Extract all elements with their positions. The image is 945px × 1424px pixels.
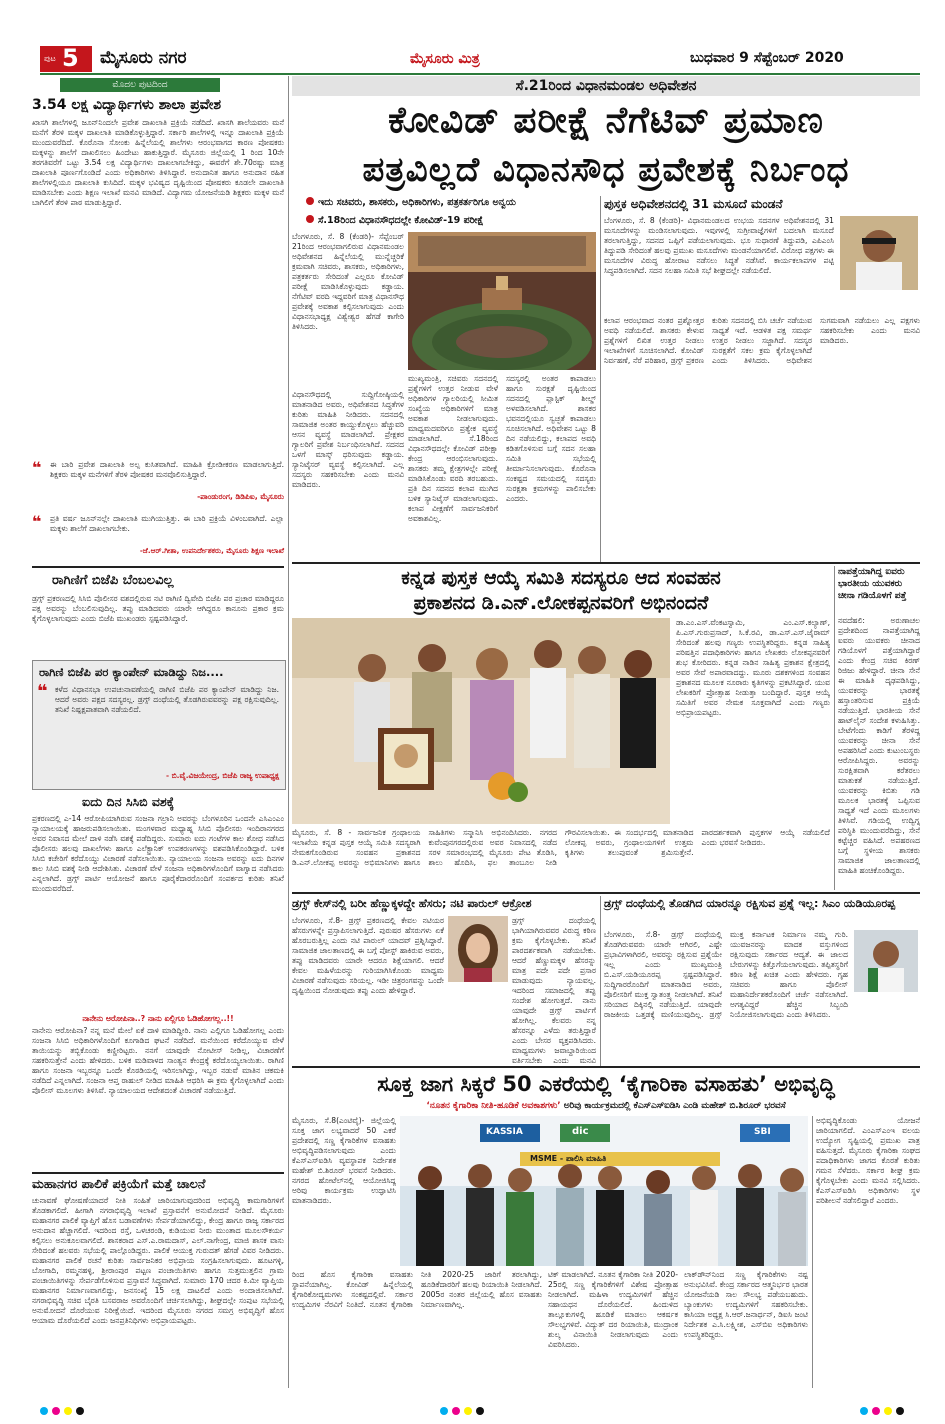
- lokesh-side: ಡಾ.ಎಂ.ಎಸ್.ವೆಂಕಟಸ್ವಾಮಿ, ಎಂ.ಎಸ್.ಕಲ್ಯಾಣ್, ಪಿ.ಎಸ್.ಗುರುಪ್ರಸಾದ್, ಸಿ.ಕೆ.ರವಿ, ಡಾ.ಎಸ್.ಎಸ್.ಜೈರಾಮ್ ಸೇರಿದಂತೆ ಹಲವು ಗಣ್ಯರು ಉಪಸ್ಥಿತರಿದ್ದರು. ಕನ್ನಡ ಸಾಹಿತ್ಯ ಪರಿಷತ್ತಿನ ಪದಾಧಿಕಾರಿಗಳು ಹಾಗೂ ಲೇಖಕರು ಲೋಕಪ್ಪನವರಿಗೆ ಶುಭ ಕೋರಿದರು. ಕನ್ನಡ ನಾಡಿನ ಸಾಹಿತ್ಯ ಪ್ರಕಾಶನ ಕ್ಷೇತ್ರದಲ್ಲಿ ಅವರ ಸೇವೆ ಅಪಾರವಾದದ್ದು. ಮೂರು ದಶಕಗಳಿಂದ ಸಂವಹನ ಪ್ರಕಾಶನದ ಮೂಲಕ ನೂರಾರು ಕೃತಿಗಳನ್ನು ಪ್ರಕಟಿಸಿದ್ದಾರೆ. ಯುವ ಲೇಖಕರಿಗೆ ಪ್ರೋತ್ಸಾಹ ನೀಡುತ್ತಾ ಬಂದಿದ್ದಾರೆ. ಪುಸ್ತಕ ಆಯ್ಕೆ ಸಮಿತಿಗೆ ಅವರ ನೇಮಕ ಸೂಕ್ತವಾಗಿದೆ ಎಂದು ಗಣ್ಯರು ಅಭಿಪ್ರಾಯಪಟ್ಟರು.: [676, 618, 830, 717]
- mid-rule-1: [292, 562, 920, 564]
- bullet-2: [306, 214, 596, 228]
- bjp-quote: ಕಳೆದ ವಿಧಾನಸಭಾ ಉಪಚುನಾವಣೆಯಲ್ಲಿ ರಾಗಿಣಿ ಬಿಜೆಪಿ ಪರ ಕ್ಯಾಂಪೇನ್ ಮಾಡಿದ್ದು ನಿಜ. ಆದರೆ ಅವರು ಪಕ್ಷದ ಸದಸ್ಯರಲ್ಲ. ಡ್ರಗ್ಸ್ ದಂಧೆಯಲ್ಲಿ ತೊಡಗಿರುವವರನ್ನು ಪಕ್ಷ ರಕ್ಷಿಸುವುದಿಲ್ಲ. ತನಿಖೆ ನಿಷ್ಪಕ್ಷಪಾತವಾಗಿ ನಡೆಯಲಿದೆ.: [55, 685, 279, 714]
- kiadb-c3: ಲಾಕ್‌ಡೌನ್‌ನಿಂದ ಸಣ್ಣ ಕೈಗಾರಿಕೆಗಳು ನಷ್ಟ ಅನುಭವಿಸಿವೆ. ಕೇಂದ್ರ ಸರ್ಕಾರದ ಆತ್ಮನಿರ್ಭರ ಭಾರತ ಯೋಜನೆಯಡಿ ಸಾಲ ಸೌಲಭ್ಯ ಪಡೆಯಬಹುದು. ಬ್ಯಾಂಕುಗಳು ಉದ್ಯಮಿಗಳಿಗೆ ಸಹಕರಿಸಬೇಕು. ಕಾಸಿಯಾ ಅಧ್ಯಕ್ಷ ಸಿ.ಆರ್.ಜನಾರ್ಧನ್, ಡಿಐಸಿ ಜಂಟಿ ನಿರ್ದೇಶಕ ಎ.ಸಿ.ಲಕ್ಷ್ಮೀಶ, ಎಸ್‌ಬಿಐ ಅಧಿಕಾರಿಗಳು ಉಪಸ್ಥಿತರಿದ್ದರು.: [684, 1270, 808, 1339]
- cm-story: [604, 896, 920, 1066]
- continued-tag: [60, 78, 220, 92]
- registration-marks-center: [440, 1400, 500, 1410]
- bjp-body: ಡ್ರಗ್ಸ್ ಪ್ರಕರಣದಲ್ಲಿ ಸಿಸಿಬಿ ಪೊಲೀಸರ ವಶದಲ್ಲಿರುವ ನಟಿ ರಾಗಿಣಿ ದ್ವಿವೇದಿ ಬಿಜೆಪಿ ಪರ ಪ್ರಚಾರ ಮಾಡಿದ್ದರೂ ಪಕ್ಷ ಅವರನ್ನು ಬೆಂಬಲಿಸುವುದಿಲ್ಲ. ತಪ್ಪು ಮಾಡಿದವರು ಯಾರೇ ಆಗಿದ್ದರೂ ಕಾನೂನು ಪ್ರಕಾರ ಕ್ರಮ ಕೈಗೊಳ್ಳಲಾಗುವುದು ಎಂದು ಬಿಜೆಪಿ ಮುಖಂಡರು ಸ್ಪಷ್ಟಪಡಿಸಿದ್ದಾರೆ.: [32, 594, 284, 623]
- main-bullets: [306, 196, 596, 236]
- parul-headline: ಡ್ರಗ್ಸ್ ಕೇಸ್‌ನಲ್ಲಿ ಬರೀ ಹೆಣ್ಣುಕ್ಕಳದ್ದೇ ಹೆಸರು; ನಟಿ ಪಾರುಲ್ ಆಕ್ರೋಶ: [292, 897, 532, 910]
- kiadb-left: ಮೈಸೂರು, ಸೆ.8(ಎಂಟಿವೈ)- ಜಿಲ್ಲೆಯಲ್ಲಿ ಸೂಕ್ತ ಜಾಗ ಲಭ್ಯವಾದರೆ 50 ಎಕರೆ ಪ್ರದೇಶದಲ್ಲಿ ಸಣ್ಣ ಕೈಗಾರಿಕೆಗಳ ವಸಾಹತು ಅಭಿವೃದ್ಧಿಪಡಿಸಲಾಗುವುದು ಎಂದು ಕೆಎಸ್‌ಎಸ್‌ಐಡಿಸಿ ವ್ಯವಸ್ಥಾಪಕ ನಿರ್ದೇಶಕ ಮಹೇಶ್ ಬಿ.ಶಿರೂರ್ ಭರವಸೆ ನೀಡಿದರು. ನಗರದ ಹೋಟೆಲ್‌ನಲ್ಲಿ ಆಯೋಜಿಸಿದ್ದ ಅರಿವು ಕಾರ್ಯಕ್ರಮ ಉದ್ಘಾಟಿಸಿ ಮಾತನಾಡಿದರು.: [292, 1116, 396, 1205]
- ccb-body2: ನಾನೇನು ಆರೋಪಿನಾ? ನನ್ನ ಮನೆ ಮೇಲೆ ಏಕೆ ದಾಳಿ ಮಾಡಿದ್ದೀರಿ. ನಾನು ಎಲ್ಲಿಗೂ ಓಡಿಹೋಗಲ್ಲ ಎಂದು ಸಂಜನಾ ಸಿಸಿಬಿ ಅಧಿಕಾರಿಗಳೊಂದಿಗೆ ಕೂಗಾಡಿದ ಘಟನೆ ನಡೆದಿದೆ. ಮನೆಯಿಂದ ಕರೆದೊಯ್ಯುವ ವೇಳೆ ತಾಯಿಯನ್ನು ತಬ್ಬಿಕೊಂಡು ಕಣ್ಣೀರಿಟ್ಟರು. ನನಗೆ ಯಾವುದೇ ನೋಟೀಸ್ ನೀಡಿಲ್ಲ, ವಿಚಾರಣೆಗೆ ಸಹಕರಿಸುತ್ತೇನೆ ಎಂದು ಹೇಳಿದರು. ಬಳಿಕ ಮಡಿವಾಳದ ಸಾಂತ್ವನ ಕೇಂದ್ರಕ್ಕೆ ಕರೆದೊಯ್ಯಲಾಯಿತು. ರಾಗಿಣಿ ಹಾಗೂ ಸಂಜನಾ ಇಬ್ಬರನ್ನೂ ಒಂದೇ ಕೊಠಡಿಯಲ್ಲಿ ಇರಿಸಲಾಗಿದ್ದು, ಇಬ್ಬರ ನಡುವೆ ಮಾತಿನ ಚಕಮಕಿ ನಡೆದಿದೆ ಎನ್ನಲಾಗಿದೆ. ಸಂಜನಾ ಆಪ್ತ ರಾಹುಲ್ ನೀಡಿದ ಮಾಹಿತಿ ಆಧರಿಸಿ ಈ ಕ್ರಮ ಕೈಗೊಳ್ಳಲಾಗಿದೆ ಎಂದು ಪೊಲೀಸ್ ಮೂಲಗಳು ತಿಳಿಸಿವೆ. ನ್ಯಾಯಾಲಯದ ಆದೇಶದಂತೆ ವಿಚಾರಣೆ ನಡೆಯುತ್ತಿದೆ.: [32, 1026, 284, 1095]
- column-divider: [288, 76, 289, 1388]
- china-body: ನವದೆಹಲಿ: ಅರುಣಾಚಲ ಪ್ರದೇಶದಿಂದ ನಾಪತ್ತೆಯಾಗಿದ್ದ ಐವರು ಯುವಕರು ಚೀನಾದ ಗಡಿಯೊಳಗೆ ಪತ್ತೆಯಾಗಿದ್ದಾರೆ ಎಂದು ಕೇಂದ್ರ ಸಚಿವ ಕಿರಣ್ ರಿಜಿಜು ಹೇಳಿದ್ದಾರೆ. ಚೀನಾ ಸೇನೆ ಈ ಮಾಹಿತಿ ದೃಢಪಡಿಸಿದ್ದು, ಯುವಕರನ್ನು ಭಾರತಕ್ಕೆ ಹಸ್ತಾಂತರಿಸುವ ಪ್ರಕ್ರಿಯೆ ನಡೆಯುತ್ತಿದೆ. ಭಾರತೀಯ ಸೇನೆ ಹಾಟ್‌ಲೈನ್ ಸಂದೇಶ ಕಳುಹಿಸಿತ್ತು. ಬೇಟೆಗೆಂದು ಕಾಡಿಗೆ ತೆರಳಿದ್ದ ಯುವಕರನ್ನು ಚೀನಾ ಸೇನೆ ಅಪಹರಿಸಿದೆ ಎಂದು ಕುಟುಂಬಸ್ಥರು ಆರೋಪಿಸಿದ್ದರು. ಅವರನ್ನು ಸುರಕ್ಷಿತವಾಗಿ ಕರೆತರಲು ಮಾತುಕತೆ ನಡೆಯುತ್ತಿದೆ. ಯುವಕರನ್ನು ಕಿಬಿತು ಗಡಿ ಮೂಲಕ ಭಾರತಕ್ಕೆ ಒಪ್ಪಿಸುವ ಸಾಧ್ಯತೆ ಇದೆ ಎಂದು ಮೂಲಗಳು ತಿಳಿಸಿವೆ. ಗಡಿಯಲ್ಲಿ ಉದ್ವಿಗ್ನ ಪರಿಸ್ಥಿತಿ ಮುಂದುವರೆದಿದ್ದು, ಸೇನೆ ಕಟ್ಟೆಚ್ಚರ ವಹಿಸಿದೆ. ಅಪಹರಣದ ಬಗ್ಗೆ ಸ್ಥಳೀಯ ಶಾಸಕರು ಸಾಮಾಜಿಕ ಜಾಲತಾಣದಲ್ಲಿ ಮಾಹಿತಿ ಹಂಚಿಕೊಂಡಿದ್ದರು.: [838, 616, 920, 875]
- mid-rule-2: [292, 892, 920, 894]
- session-headline: ಪುಸ್ತಕ ಅಧಿವೇಶನದಲ್ಲಿ 31 ಮಸೂದೆ ಮಂಡನೆ: [604, 197, 783, 211]
- china-divider: [834, 566, 835, 890]
- ccb-story: [32, 794, 284, 1170]
- registration-dot-icon: [40, 1407, 48, 1415]
- cm-portrait-image: [854, 930, 918, 992]
- quote2-attribution: -ಜೆ.ಆರ್.ಗೀತಾ, ಉಪನಿರ್ದೇಶಕರು, ಮೈಸೂರು ಶಿಕ್ಷಣ ಇಲಾಖೆ: [139, 546, 284, 555]
- banner-text: MSME - ಪಾಲಿಸಿ ಮಾಹಿತಿ: [530, 1154, 607, 1163]
- event-photo-image: [400, 1116, 808, 1266]
- registration-dot-icon: [452, 1407, 460, 1415]
- bullet-dot-icon: [306, 197, 314, 205]
- registration-marks-left: [40, 1400, 100, 1410]
- page-number: 5: [62, 44, 79, 72]
- quote2-text: ಪ್ರತಿ ವರ್ಷ ಜೂನ್‌ನಲ್ಲೇ ದಾಖಲಾತಿ ಮುಗಿಯುತ್ತಿತ್ತು. ಈ ಬಾರಿ ಪ್ರಕ್ರಿಯೆ ವಿಳಂಬವಾಗಿದೆ. ಎಲ್ಲಾ ಮಕ್ಕಳು ಶಾಲೆಗೆ ದಾಖಲಾಗಬೇಕು.: [50, 514, 284, 533]
- quote-mark-icon: ❝: [32, 512, 42, 531]
- parul-body: ಬೆಂಗಳೂರು, ಸೆ.8- ಡ್ರಗ್ಸ್ ಪ್ರಕರಣದಲ್ಲಿ ಕೇವಲ ನಟಿಯರ ಹೆಸರುಗಳನ್ನೇ ಪ್ರಸ್ತಾಪಿಸಲಾಗುತ್ತಿದೆ. ಪುರುಷರ ಹೆಸರುಗಳು ಏಕೆ ಹೊರಬರುತ್ತಿಲ್ಲ ಎಂದು ನಟಿ ಪಾರುಲ್ ಯಾದವ್ ಪ್ರಶ್ನಿಸಿದ್ದಾರೆ. ಸಾಮಾಜಿಕ ಜಾಲತಾಣದಲ್ಲಿ ಈ ಬಗ್ಗೆ ಪೋಸ್ಟ್ ಹಾಕಿರುವ ಅವರು, ತಪ್ಪು ಮಾಡಿದವರು ಯಾರೇ ಆದರೂ ಶಿಕ್ಷೆಯಾಗಲಿ. ಆದರೆ ಕೇವಲ ಮಹಿಳೆಯರನ್ನು ಗುರಿಯಾಗಿಸಿಕೊಂಡು ಮಾಧ್ಯಮ ವಿಚಾರಣೆ ನಡೆಸುವುದು ಸರಿಯಲ್ಲ. ಇಡೀ ಚಿತ್ರರಂಗವನ್ನು ಒಂದೇ ದೃಷ್ಟಿಯಿಂದ ನೋಡುವುದು ತಪ್ಪು ಎಂದು ಹೇಳಿದ್ದಾರೆ.: [292, 916, 444, 995]
- speaker-portrait: [840, 216, 918, 290]
- assembly-photo: [408, 232, 596, 370]
- registration-dot-icon: [884, 1407, 892, 1415]
- left-divider-2: [32, 1172, 284, 1174]
- banner-sbi: SBI: [754, 1127, 771, 1137]
- session-body: ಬೆಂಗಳೂರು, ಸೆ. 8 (ಕೆಂಡರಿ)- ವಿಧಾನಮಂಡಲದ ಉಭಯ ಸದನಗಳ ಅಧಿವೇಶನದಲ್ಲಿ 31 ಮಸೂದೆಗಳನ್ನು ಮಂಡಿಸಲಾಗುವುದು. ಇವುಗಳಲ್ಲಿ ಸುಗ್ರೀವಾಜ್ಞೆಗಳಿಗೆ ಬದಲಾಗಿ ಮಸೂದೆ ತರಲಾಗುತ್ತಿದ್ದು, ಸದನದ ಒಪ್ಪಿಗೆ ಪಡೆಯಲಾಗುವುದು. ಭೂ ಸುಧಾರಣೆ ತಿದ್ದುಪಡಿ, ಎಪಿಎಂಸಿ ತಿದ್ದುಪಡಿ ಸೇರಿದಂತೆ ಹಲವು ಪ್ರಮುಖ ಮಸೂದೆಗಳು ಮಂಡನೆಯಾಗಲಿವೆ. ವಿರೋಧ ಪಕ್ಷಗಳು ಈ ಮಸೂದೆಗಳ ವಿರುದ್ಧ ಹೋರಾಟ ನಡೆಸಲು ಸಿದ್ಧತೆ ನಡೆಸಿವೆ. ಕಾರ್ಯಕಲಾಪಗಳ ಪಟ್ಟಿ ಸಿದ್ಧಪಡಿಸಲಾಗಿದೆ. ಸದನ ಸಲಹಾ ಸಮಿತಿ ಸಭೆ ಶೀಘ್ರದಲ್ಲೇ ನಡೆಯಲಿದೆ.: [604, 216, 834, 275]
- main-col2: ಮುಖ್ಯಮಂತ್ರಿ, ಸಚಿವರು ಸದನದಲ್ಲಿ ಪ್ರಶ್ನೆಗಳಿಗೆ ಉತ್ತರ ನೀಡುವ ವೇಳೆ ಅಧಿಕಾರಿಗಳ ಗ್ಯಾಲರಿಯಲ್ಲಿ ಸೀಮಿತ ಸಂಖ್ಯೆಯ ಅಧಿಕಾರಿಗಳಿಗೆ ಮಾತ್ರ ಅವಕಾಶ ನೀಡಲಾಗುವುದು. ಮಾಧ್ಯಮದವರಿಗೂ ಪ್ರತ್ಯೇಕ ವ್ಯವಸ್ಥೆ ಮಾಡಲಾಗಿದೆ. ಸೆ.18ರಿಂದ ವಿಧಾನಸೌಧದಲ್ಲೇ ಕೋವಿಡ್ ಪರೀಕ್ಷಾ ಕೇಂದ್ರ ಆರಂಭಿಸಲಾಗುವುದು. ಶಾಸಕರು ತಮ್ಮ ಕ್ಷೇತ್ರಗಳಲ್ಲೇ ಪರೀಕ್ಷೆ ಮಾಡಿಸಿಕೊಂಡು ವರದಿ ತರಬಹುದು. ಪ್ರತಿ ದಿನ ಸದನದ ಕಲಾಪ ಮುಗಿದ ಬಳಿಕ ಸ್ಯಾನಿಟೈಸ್ ಮಾಡಲಾಗುವುದು. ಕಲಾಪ ವೀಕ್ಷಣೆಗೆ ಸಾರ್ವಜನಿಕರಿಗೆ ಅವಕಾಶವಿಲ್ಲ.: [408, 374, 498, 523]
- ccb-subhead: ನಾನೇನು ಅರೋಪಿನಾ..? ನಾನು ಏಲ್ಲಿಗೂ ಓಡಿಹೋಗಲ್ಲ..!!: [82, 1014, 234, 1023]
- palike-body: ಚುನಾವಣೆ ಘೋಷಣೆಯಾದರೆ ನೀತಿ ಸಂಹಿತೆ ಜಾರಿಯಾಗುವುದರಿಂದ ಅಭಿವೃದ್ಧಿ ಕಾಮಗಾರಿಗಳಿಗೆ ತೊಡಕಾಗಲಿದೆ. ಹೀಗಾಗಿ ನಗರಾಭಿವೃದ್ಧಿ ಇಲಾಖೆ ಪ್ರಸ್ತಾವನೆಗೆ ಅನುಮೋದನೆ ನೀಡಿದೆ. ಮೈಸೂರು ಮಹಾನಗರ ಪಾಲಿಕೆ ವ್ಯಾಪ್ತಿಗೆ ಹೊಸ ಬಡಾವಣೆಗಳು ಸೇರ್ಪಡೆಯಾಗಲಿದ್ದು, ಕೇಂದ್ರ ಹಾಗೂ ರಾಜ್ಯ ಸರ್ಕಾರದ ಅನುದಾನ ಹೆಚ್ಚಾಗಲಿದೆ. ಇದರಿಂದ ರಸ್ತೆ, ಒಳಚರಂಡಿ, ಕುಡಿಯುವ ನೀರು ಮುಂತಾದ ಮೂಲಸೌಕರ್ಯ ಕಲ್ಪಿಸಲು ಅನುಕೂಲವಾಗಲಿದೆ. ಶಾಸಕರಾದ ಎಸ್.ಎ.ರಾಮದಾಸ್, ಎಲ್.ನಾಗೇಂದ್ರ, ಮಾಜಿ ಶಾಸಕ ವಾಸು ಸೇರಿದಂತೆ ಹಲವರು ಸಭೆಯಲ್ಲಿ ಪಾಲ್ಗೊಂಡಿದ್ದರು. ಪಾಲಿಕೆ ಆಯುಕ್ತ ಗುರುದತ್ ಹೆಗಡೆ ವಿವರ ನೀಡಿದರು. ಮಹಾನಗರ ಪಾಲಿಕೆ ರಚನೆ ಕುರಿತು ಸಾರ್ವಜನಿಕರ ಅಭಿಪ್ರಾಯ ಸಂಗ್ರಹಿಸಲಾಗುವುದು. ಹೂಟಗಳ್ಳಿ, ಬೋಗಾದಿ, ರಮ್ಮನಹಳ್ಳಿ, ಶ್ರೀರಾಂಪುರ ಪಟ್ಟಣ ಪಂಚಾಯಿತಿಗಳು ಹಾಗೂ ಸುತ್ತಮುತ್ತಲಿನ ಗ್ರಾಮ ಪಂಚಾಯಿತಿಗಳನ್ನು ಸೇರ್ಪಡೆಗೊಳಿಸುವ ಪ್ರಸ್ತಾವನೆ ಸಿದ್ಧವಾಗಿದೆ. ಸುಮಾರು 170 ಚದರ ಕಿ.ಮೀ ವ್ಯಾಪ್ತಿಯ ಮಹಾನಗರ ನಿರ್ಮಾಣವಾಗಲಿದ್ದು, ಜನಸಂಖ್ಯೆ 15 ಲಕ್ಷ ದಾಟಲಿದೆ ಎಂದು ಅಂದಾಜಿಸಲಾಗಿದೆ. ನಗರಾಭಿವೃದ್ಧಿ ಸಚಿವ ಬೈರತಿ ಬಸವರಾಜ ಅವರೊಂದಿಗೆ ಚರ್ಚಿಸಲಾಗಿದ್ದು, ಶೀಘ್ರದಲ್ಲೇ ಸಂಪುಟ ಸಭೆಯಲ್ಲಿ ಅನುಮೋದನೆ ದೊರೆಯುವ ನಿರೀಕ್ಷೆಯಿದೆ. ಇದರಿಂದ ಮೈಸೂರು ನಗರದ ಸಮಗ್ರ ಅಭಿವೃದ್ಧಿಗೆ ಹೊಸ ಆಯಾಮ ದೊರೆಯಲಿದೆ ಎಂದು ಜನಪ್ರತಿನಿಧಿಗಳು ಅಭಿಪ್ರಾಯಪಟ್ಟರು.: [32, 1196, 284, 1325]
- palike-headline: ಮಹಾನಗರ ಪಾಲಿಕೆ ಪಕ್ರಿಯೆಗೆ ಮತ್ತೆ ಚಾಲನೆ: [32, 1176, 206, 1191]
- bullet-1-text: ಇದು ಸಚಿವರು, ಶಾಸಕರು, ಅಧಿಕಾರಿಗಳು, ಪತ್ರಕರ್ತರಿಗೂ ಅನ್ವಯ: [318, 197, 516, 208]
- bjp-subhead: ರಾಗಿಣಿ ಬಿಜೆಪಿ ಪರ ಕ್ಯಾಂಪೇನ್ ಮಾಡಿದ್ದು ನಿಜ....: [39, 665, 224, 679]
- palike-story: [32, 1176, 284, 1388]
- cm-photo: [854, 930, 918, 992]
- bullet-2-text: ಸೆ.18ರಿಂದ ವಿಧಾನಸೌಧದಲ್ಲೇ ಕೋವಿಡ್-19 ಪರೀಕ್ಷೆ: [318, 215, 484, 226]
- registration-dot-icon: [476, 1407, 484, 1415]
- continued-label: ಮೊದಲ ಪುಟದಿಂದ: [112, 80, 168, 90]
- main-headline-1: ಕೋವಿಡ್ ಪರೀಕ್ಷೆ ನೆಗೆಟಿವ್ ಪ್ರಮಾಣ: [388, 100, 824, 141]
- section-title: ಮೈಸೂರು ನಗರ: [100, 48, 187, 68]
- registration-dot-icon: [464, 1407, 472, 1415]
- quote1-attribution: -ಪಾಂಡುರಂಗ, ಡಿಡಿಪಿಐ, ಮೈಸೂರು: [197, 492, 284, 501]
- main-headline-2: ಪತ್ರವಿಲ್ಲದೆ ವಿಧಾನಸೌಧ ಪ್ರವೇಶಕ್ಕೆ ನಿರ್ಬಂಧ: [362, 150, 850, 190]
- left-column-top: [32, 76, 284, 564]
- session-sidebar: [604, 196, 920, 562]
- ccb-body: ಪ್ರಕರಣದಲ್ಲಿ ಎ-14 ಆರೋಪಿಯಾಗಿರುವ ಸಂಜನಾ ಗಲ್ರಾನಿ ಅವರನ್ನು ಬೆಂಗಳೂರಿನ ಒಂದನೇ ಎಸಿಎಂಎಂ ನ್ಯಾಯಾಲಯಕ್ಕೆ ಹಾಜರುಪಡಿಸಲಾಯಿತು. ಮಂಗಳವಾರ ಮಧ್ಯಾಹ್ನ ಸಿಸಿಬಿ ಪೊಲೀಸರು ಇಂದಿರಾನಗರದ ಅವರ ನಿವಾಸದ ಮೇಲೆ ದಾಳಿ ನಡೆಸಿ ವಶಕ್ಕೆ ಪಡೆದಿದ್ದರು. ಸುಮಾರು ಐದು ಗಂಟೆಗಳ ಕಾಲ ಶೋಧ ನಡೆಸಿದ ಪೊಲೀಸರು ಹಲವು ದಾಖಲೆಗಳು ಹಾಗೂ ಎಲೆಕ್ಟ್ರಾನಿಕ್ ಉಪಕರಣಗಳನ್ನು ವಶಪಡಿಸಿಕೊಂಡಿದ್ದಾರೆ. ಬಳಿಕ ಸಿಸಿಬಿ ಕಚೇರಿಗೆ ಕರೆದೊಯ್ದು ವಿಚಾರಣೆ ನಡೆಸಲಾಯಿತು. ನ್ಯಾಯಾಲಯ ಸಂಜನಾ ಅವರನ್ನು ಐದು ದಿನಗಳ ಕಾಲ ಸಿಸಿಬಿ ವಶಕ್ಕೆ ನೀಡಿ ಆದೇಶಿಸಿತು. ವಿಚಾರಣೆ ವೇಳೆ ಸಂಜನಾ ಅಧಿಕಾರಿಗಳೊಂದಿಗೆ ವಾಗ್ವಾದ ನಡೆಸಿದರು ಎನ್ನಲಾಗಿದೆ. ಡ್ರಗ್ಸ್ ಪಾರ್ಟಿ ಆಯೋಜನೆ ಹಾಗೂ ಪೂರೈಕೆದಾರರೊಂದಿಗೆ ಸಂಪರ್ಕದ ಕುರಿತು ತನಿಖೆ ಮುಂದುವರೆದಿದೆ.: [32, 814, 284, 893]
- china-headline: ನಾಪತ್ತೆಯಾಗಿದ್ದ ಐವರು ಭಾರತೀಯ ಯುವಕರು ಚೀನಾ ಗಡಿಯೊಳಗೆ ಪತ್ತೆ: [838, 567, 907, 601]
- quote-mark-icon: ❝: [37, 681, 48, 702]
- bullet-dot-icon: [306, 215, 314, 223]
- kiadb-subhead-red: ‘ನೂತನ ಕೈಗಾರಿಕಾ ನೀತಿ-ಹೂಡಿಕೆ ಅವಕಾಶಗಳು’: [426, 1101, 561, 1111]
- kiadb-subhead: [292, 1100, 920, 1112]
- session-body2: ಕಲಾಪ ಆರಂಭವಾದ ನಂತರ ಪ್ರಶ್ನೋತ್ತರ ಅವಧಿ ನಡೆಯಲಿದೆ. ಶಾಸಕರು ಕೇಳುವ ಪ್ರಶ್ನೆಗಳಿಗೆ ಲಿಖಿತ ಉತ್ತರ ನೀಡಲು ಇಲಾಖೆಗಳಿಗೆ ಸೂಚಿಸಲಾಗಿದೆ. ಕೋವಿಡ್ ನಿರ್ವಹಣೆ, ನೆರೆ ಪರಿಹಾರ, ಡ್ರಗ್ಸ್ ಪ್ರಕರಣ ಕುರಿತು ಸದನದಲ್ಲಿ ಬಿಸಿ ಚರ್ಚೆ ನಡೆಯುವ ಸಾಧ್ಯತೆ ಇದೆ. ಆಡಳಿತ ಪಕ್ಷ ಸಮರ್ಥ ಉತ್ತರ ನೀಡಲು ಸಜ್ಜಾಗಿದೆ. ಸದಸ್ಯರ ಸುರಕ್ಷತೆಗೆ ಸಕಲ ಕ್ರಮ ಕೈಗೊಳ್ಳಲಾಗಿದೆ ಎಂದು ತಿಳಿಸಿದರು. ಅಧಿವೇಶನ ಸುಗಮವಾಗಿ ನಡೆಯಲು ಎಲ್ಲ ಪಕ್ಷಗಳು ಸಹಕರಿಸಬೇಕು ಎಂದು ಮನವಿ ಮಾಡಿದರು.: [604, 316, 920, 365]
- masthead-rule: [40, 73, 920, 75]
- masthead: [40, 46, 920, 72]
- kiadb-c4: ಅಭಿವೃದ್ಧಿಕೊಂಡು ಯೋಜನೆ ಜಾರಿಯಾಗಲಿದೆ. ಎಂಎಸ್‌ಎಂಇ ವಲಯ ಉದ್ಯೋಗ ಸೃಷ್ಟಿಯಲ್ಲಿ ಪ್ರಮುಖ ಪಾತ್ರ ವಹಿಸುತ್ತದೆ. ಮೈಸೂರು ಕೈಗಾರಿಕಾ ಸಂಘದ ಪದಾಧಿಕಾರಿಗಳು ಜಾಗದ ಕೊರತೆ ಕುರಿತು ಗಮನ ಸೆಳೆದರು. ಸರ್ಕಾರ ಶೀಘ್ರ ಕ್ರಮ ಕೈಗೊಳ್ಳಬೇಕು ಎಂದು ಮನವಿ ಸಲ್ಲಿಸಿದರು. ಕೆಎಸ್‌ಎಸ್‌ಐಡಿಸಿ ಅಧಿಕಾರಿಗಳು ಸ್ಥಳ ಪರಿಶೀಲನೆ ನಡೆಸಲಿದ್ದಾರೆ ಎಂದರು.: [816, 1116, 920, 1205]
- banner-kassia: KASSIA: [486, 1127, 523, 1137]
- bjp-quote-by: - ಬಿ.ವೈ.ವಿಜಯೇಂದ್ರ, ಬಿಜೆಪಿ ರಾಜ್ಯ ಉಪಾಧ್ಯಕ್ಷ: [166, 771, 279, 780]
- registration-dot-icon: [440, 1407, 448, 1415]
- bjp-headline: ರಾಗಿಣಿಗೆ ಬಿಜೆಪಿ ಬೆಂಬಲವಿಲ್ಲ: [52, 573, 174, 588]
- main-col1: ಬೆಂಗಳೂರು, ಸೆ. 8 (ಕೆಂಡರಿ)- ಸೆಪ್ಟೆಂಬರ್ 21ರಿಂದ ಆರಂಭವಾಗಲಿರುವ ವಿಧಾನಮಂಡಲ ಅಧಿವೇಶನದ ಹಿನ್ನೆಲೆಯಲ್ಲಿ ಮುನ್ನೆಚ್ಚರಿಕೆ ಕ್ರಮವಾಗಿ ಸಚಿವರು, ಶಾಸಕರು, ಅಧಿಕಾರಿಗಳು, ಪತ್ರಕರ್ತರು ಸೇರಿದಂತೆ ಎಲ್ಲರೂ ಕೋವಿಡ್ ಪರೀಕ್ಷೆ ಮಾಡಿಸಿಕೊಳ್ಳುವುದು ಕಡ್ಡಾಯ. ನೆಗೆಟಿವ್ ವರದಿ ಇದ್ದವರಿಗೆ ಮಾತ್ರ ವಿಧಾನಸೌಧ ಪ್ರವೇಶಕ್ಕೆ ಅವಕಾಶ ಕಲ್ಪಿಸಲಾಗುವುದು ಎಂದು ವಿಧಾನಸಭಾಧ್ಯಕ್ಷ ವಿಶ್ವೇಶ್ವರ ಹೆಗಡೆ ಕಾಗೇರಿ ತಿಳಿಸಿದರು.: [292, 232, 404, 331]
- registration-dot-icon: [860, 1407, 868, 1415]
- speaker-portrait-image: [840, 216, 918, 290]
- page-number-box: [40, 46, 92, 72]
- kiadb-photo: [400, 1116, 808, 1266]
- parul-cm-divider: [600, 896, 601, 1066]
- mid-rule-3: [292, 1066, 920, 1068]
- bullet-1: [306, 196, 596, 210]
- bjp-story: [32, 570, 284, 790]
- paper-name: ಮೈಸೂರು ಮಿತ್ರ: [410, 51, 480, 67]
- bjp-box: [32, 660, 286, 790]
- cm-body: ಬೆಂಗಳೂರು, ಸೆ.8- ಡ್ರಗ್ಸ್ ದಂಧೆಯಲ್ಲಿ ತೊಡಗಿರುವವರು ಯಾರೇ ಆಗಿರಲಿ, ಎಷ್ಟೇ ಪ್ರಭಾವಿಗಳಾಗಿರಲಿ, ಅವರನ್ನು ರಕ್ಷಿಸುವ ಪ್ರಶ್ನೆಯೇ ಇಲ್ಲ ಎಂದು ಮುಖ್ಯಮಂತ್ರಿ ಬಿ.ಎಸ್.ಯಡಿಯೂರಪ್ಪ ಸ್ಪಷ್ಟಪಡಿಸಿದ್ದಾರೆ. ಸುದ್ದಿಗಾರರೊಂದಿಗೆ ಮಾತನಾಡಿದ ಅವರು, ಪೊಲೀಸರಿಗೆ ಮುಕ್ತ ಸ್ವಾತಂತ್ರ್ಯ ನೀಡಲಾಗಿದೆ. ತನಿಖೆ ಸರಿಯಾದ ದಿಕ್ಕಿನಲ್ಲಿ ನಡೆಯುತ್ತಿದೆ. ಯಾವುದೇ ರಾಜಕೀಯ ಒತ್ತಡಕ್ಕೆ ಮಣಿಯುವುದಿಲ್ಲ. ಡ್ರಗ್ಸ್ ಮುಕ್ತ ಕರ್ನಾಟಕ ನಿರ್ಮಾಣ ನಮ್ಮ ಗುರಿ. ಯುವಜನರನ್ನು ಮಾದಕ ವಸ್ತುಗಳಿಂದ ರಕ್ಷಿಸುವುದು ಸರ್ಕಾರದ ಆದ್ಯತೆ. ಈ ಜಾಲದ ಬೇರುಗಳನ್ನು ಕಿತ್ತೊಗೆಯಲಾಗುವುದು. ತಪ್ಪಿತಸ್ಥರಿಗೆ ಕಠಿಣ ಶಿಕ್ಷೆ ಖಚಿತ ಎಂದು ಹೇಳಿದರು. ಗೃಹ ಸಚಿವರು ಹಾಗೂ ಪೊಲೀಸ್ ಮಹಾನಿರ್ದೇಶಕರೊಂದಿಗೆ ಚರ್ಚೆ ನಡೆಸಲಾಗಿದೆ. ಅಗತ್ಯವಿದ್ದರೆ ಹೆಚ್ಚಿನ ಸಿಬ್ಬಂದಿ ನಿಯೋಜಿಸಲಾಗುವುದು ಎಂದು ತಿಳಿಸಿದರು.: [604, 930, 848, 1019]
- kiadb-headline: ಸೂಕ್ತ ಜಾಗ ಸಿಕ್ಕರೆ 50 ಎಕರೆಯಲ್ಲಿ ‘ಕೈಗಾರಿಕಾ ವಸಾಹತು’ ಅಭಿವೃದ್ಧಿ: [377, 1072, 835, 1096]
- school-quote2: [32, 514, 284, 562]
- kiadb-c2: ಟಿಕ್ ಮಾಡಲಾಗಿದೆ. ನೂತನ ಕೈಗಾರಿಕಾ ನೀತಿ 2020-25ರಲ್ಲಿ ಸಣ್ಣ ಕೈಗಾರಿಕೆಗಳಿಗೆ ವಿಶೇಷ ಪ್ರೋತ್ಸಾಹ ನೀಡಲಾಗಿದೆ. ಮಹಿಳಾ ಉದ್ಯಮಿಗಳಿಗೆ ಹೆಚ್ಚಿನ ಸಹಾಯಧನ ದೊರೆಯಲಿದೆ. ಹಿಂದುಳಿದ ತಾಲ್ಲೂಕುಗಳಲ್ಲಿ ಹೂಡಿಕೆ ಮಾಡಲು ಆಕರ್ಷಕ ಸೌಲಭ್ಯಗಳಿವೆ. ವಿದ್ಯುತ್ ದರ ರಿಯಾಯಿತಿ, ಮುದ್ರಾಂಕ ಶುಲ್ಕ ವಿನಾಯಿತಿ ನೀಡಲಾಗುವುದು ಎಂದು ವಿವರಿಸಿದರು.: [548, 1270, 678, 1349]
- actress-portrait-image: [448, 916, 508, 982]
- lokesh-caption: ಮೈಸೂರು, ಸೆ. 8 - ಸಾರ್ವಜನಿಕ ಗ್ರಂಥಾಲಯ ಇಲಾಖೆಯ ಕನ್ನಡ ಪುಸ್ತಕ ಆಯ್ಕೆ ಸಮಿತಿ ಸದಸ್ಯರಾಗಿ ನೇಮಕಗೊಂಡಿರುವ ಸಂವಹನ ಪ್ರಕಾಶನದ ಡಿ.ಎನ್.ಲೋಕಪ್ಪ ಅವರನ್ನು ಅಭಿಮಾನಿಗಳು ಹಾಗೂ ಸಾಹಿತಿಗಳು ಸನ್ಮಾನಿಸಿ ಅಭಿನಂದಿಸಿದರು. ನಗರದ ಕುವೆಂಪುನಗರದಲ್ಲಿರುವ ಅವರ ನಿವಾಸದಲ್ಲಿ ನಡೆದ ಸರಳ ಸಮಾರಂಭದಲ್ಲಿ ಮೈಸೂರು ಪೇಟ ತೊಡಿಸಿ, ಶಾಲು ಹೊದಿಸಿ, ಫಲ ತಾಂಬೂಲ ನೀಡಿ ಗೌರವಿಸಲಾಯಿತು. ಈ ಸಂದರ್ಭದಲ್ಲಿ ಮಾತನಾಡಿದ ಲೋಕಪ್ಪ ಅವರು, ಗ್ರಂಥಾಲಯಗಳಿಗೆ ಉತ್ತಮ ಕೃತಿಗಳು ತಲುಪುವಂತೆ ಶ್ರಮಿಸುತ್ತೇನೆ. ಪಾರದರ್ಶಕವಾಗಿ ಪುಸ್ತಕಗಳ ಆಯ್ಕೆ ನಡೆಯಲಿದೆ ಎಂದು ಭರವಸೆ ನೀಡಿದರು.: [292, 828, 830, 867]
- quote1-text: ಈ ಬಾರಿ ಪ್ರವೇಶ ದಾಖಲಾತಿ ಅಲ್ಪ ಕುಸಿತವಾಗಿದೆ. ಮಾಹಿತಿ ಕ್ರೋಡೀಕರಣ ಮಾಡಲಾಗುತ್ತಿದೆ. ಶಿಕ್ಷಕರು ಮಕ್ಕಳ ಮನೆಗಳಿಗೆ ತೆರಳಿ ಪೋಷಕರ ಮನವೊಲಿಸುತ್ತಿದ್ದಾರೆ.: [50, 460, 284, 479]
- lokesh-photo: [292, 618, 670, 824]
- kiadb-subhead-rest: ಅರಿವು ಕಾರ್ಯಕ್ರಮದಲ್ಲಿ ಕೆಎಸ್‌ಎಸ್‌ಐಡಿಸಿ ಎಂಡಿ ಮಹೇಶ್ ಬಿ.ಶಿರೂರ್ ಭರವಸೆ: [560, 1101, 786, 1111]
- school-quote1: [32, 460, 284, 512]
- registration-dot-icon: [896, 1407, 904, 1415]
- school-headline: 3.54 ಲಕ್ಷ ವಿದ್ಯಾರ್ಥಿಗಳು ಶಾಲಾ ಪ್ರವೇಶ: [32, 97, 222, 113]
- page-label: ಪುಟ: [44, 54, 56, 63]
- issue-date: ಬುಧವಾರ 9 ಸೆಪ್ಟೆಂಬರ್ 2020: [690, 50, 844, 66]
- parul-body2: ಡ್ರಗ್ಸ್ ದಂಧೆಯಲ್ಲಿ ಭಾಗಿಯಾಗಿರುವವರ ವಿರುದ್ಧ ಕಠಿಣ ಕ್ರಮ ಕೈಗೊಳ್ಳಬೇಕು. ತನಿಖೆ ಪಾರದರ್ಶಕವಾಗಿ ನಡೆಯಬೇಕು. ಆದರೆ ಹೆಣ್ಣುಮಕ್ಕಳ ಹೆಸರನ್ನು ಮಾತ್ರ ಪದೇ ಪದೇ ಪ್ರಸಾರ ಮಾಡುವುದು ನ್ಯಾಯವಲ್ಲ. ಇದರಿಂದ ಸಮಾಜದಲ್ಲಿ ತಪ್ಪು ಸಂದೇಶ ಹೋಗುತ್ತದೆ. ನಾನು ಯಾವುದೇ ಡ್ರಗ್ಸ್ ಪಾರ್ಟಿಗೆ ಹೋಗಿಲ್ಲ. ಕೆಲವರು ನನ್ನ ಹೆಸರನ್ನೂ ಎಳೆದು ತರುತ್ತಿದ್ದಾರೆ ಎಂದು ಬೇಸರ ವ್ಯಕ್ತಪಡಿಸಿದರು. ಮಾಧ್ಯಮಗಳು ಜವಾಬ್ದಾರಿಯಿಂದ ವರ್ತಿಸಬೇಕು ಎಂದು ಮನವಿ: [512, 916, 596, 1065]
- lokesh-headline-2: ಪ್ರಕಾಶನದ ಡಿ.ಎನ್.ಲೋಕಪ್ಪನವರಿಗೆ ಅಭಿನಂದನೆ: [413, 592, 709, 614]
- registration-marks-right: [860, 1400, 920, 1410]
- left-divider-1: [32, 566, 284, 568]
- kicker-text: ಸೆ.21ರಿಂದ ವಿಧಾನಮಂಡಲ ಅಧಿವೇಶನ: [515, 78, 697, 94]
- ccb-headline: ಐದು ದಿನ ಸಿಸಿಬಿ ವಶಕ್ಕೆ: [82, 794, 175, 809]
- banner-dic: dic: [572, 1126, 589, 1137]
- parul-story: [292, 896, 596, 1066]
- registration-dot-icon: [872, 1407, 880, 1415]
- registration-dot-icon: [76, 1407, 84, 1415]
- parul-photo: [448, 916, 508, 982]
- main-col1b: ವಿಧಾನಸೌಧದಲ್ಲಿ ಸುದ್ದಿಗೋಷ್ಠಿಯಲ್ಲಿ ಮಾತನಾಡಿದ ಅವರು, ಅಧಿವೇಶನದ ಸಿದ್ಧತೆಗಳ ಕುರಿತು ಮಾಹಿತಿ ನೀಡಿದರು. ಸದನದಲ್ಲಿ ಸಾಮಾಜಿಕ ಅಂತರ ಕಾಯ್ದುಕೊಳ್ಳಲು ಹೆಚ್ಚುವರಿ ಆಸನ ವ್ಯವಸ್ಥೆ ಮಾಡಲಾಗಿದೆ. ಪ್ರೇಕ್ಷಕರ ಗ್ಯಾಲರಿಗೆ ಪ್ರವೇಶ ನಿರ್ಬಂಧಿಸಲಾಗಿದೆ. ಸದನದ ಒಳಗೆ ಮಾಸ್ಕ್ ಧರಿಸುವುದು ಕಡ್ಡಾಯ. ಸ್ಯಾನಿಟೈಸರ್ ವ್ಯವಸ್ಥೆ ಕಲ್ಪಿಸಲಾಗಿದೆ. ಎಲ್ಲ ಸದಸ್ಯರು ಸಹಕರಿಸಬೇಕು ಎಂದು ಮನವಿ ಮಾಡಿದರು.: [292, 390, 404, 489]
- main-kicker: [292, 76, 920, 96]
- main-col3: ಸದಸ್ಯರಲ್ಲಿ ಅಂತರ ಕಾಪಾಡಲು ಹಾಗೂ ಸುರಕ್ಷತೆ ದೃಷ್ಟಿಯಿಂದ ಸದನದಲ್ಲಿ ಪ್ಲಾಸ್ಟಿಕ್ ಶೀಲ್ಡ್ ಅಳವಡಿಸಲಾಗಿದೆ. ಶಾಸಕರ ಭವನದಲ್ಲಿಯೂ ಸ್ವಚ್ಛತೆ ಕಾಪಾಡಲು ಸೂಚಿಸಲಾಗಿದೆ. ಅಧಿವೇಶನ ಒಟ್ಟು 8 ದಿನ ನಡೆಯಲಿದ್ದು, ಕಲಾಪದ ಅವಧಿ ಕಡಿತಗೊಳಿಸುವ ಬಗ್ಗೆ ಸದನ ಸಲಹಾ ಸಮಿತಿ ಸಭೆಯಲ್ಲಿ ತೀರ್ಮಾನಿಸಲಾಗುವುದು. ಕೊರೊನಾ ಸಂಕಷ್ಟದ ಸಮಯದಲ್ಲಿ ಸದಸ್ಯರು ಸುರಕ್ಷತಾ ಕ್ರಮಗಳನ್ನು ಪಾಲಿಸಬೇಕು ಎಂದರು.: [506, 374, 596, 503]
- school-body: ಖಾಸಗಿ ಶಾಲೆಗಳಲ್ಲಿ ಜೂನ್‌ನಿಂದಲೇ ಪ್ರವೇಶ ದಾಖಲಾತಿ ಪ್ರಕ್ರಿಯೆ ನಡೆದಿದೆ. ಖಾಸಗಿ ಶಾಲೆಯವರು ಮನೆ ಮನೆಗೆ ತೆರಳಿ ಮಕ್ಕಳ ದಾಖಲಾತಿ ಮಾಡಿಕೊಳ್ಳುತ್ತಿದ್ದಾರೆ. ಸರ್ಕಾರಿ ಶಾಲೆಗಳಲ್ಲಿ ಇನ್ನೂ ದಾಖಲಾತಿ ಪ್ರಕ್ರಿಯೆ ಮುಂದುವರೆದಿದೆ. ಕೊರೊನಾ ಸೋಂಕು ಹಿನ್ನೆಲೆಯಲ್ಲಿ ಶಾಲೆಗಳು ಆರಂಭವಾಗದ ಕಾರಣ ಪೋಷಕರು ಮಕ್ಕಳನ್ನು ಶಾಲೆಗೆ ದಾಖಲಿಸಲು ಹಿಂದೇಟು ಹಾಕುತ್ತಿದ್ದಾರೆ. ಮೈಸೂರು ಜಿಲ್ಲೆಯಲ್ಲಿ 1 ರಿಂದ 10ನೇ ತರಗತಿವರೆಗೆ ಒಟ್ಟು 3.54 ಲಕ್ಷ ವಿದ್ಯಾರ್ಥಿಗಳು ದಾಖಲಾಗಬೇಕಿದ್ದು, ಈವರೆಗೆ ಶೇ.70ರಷ್ಟು ಮಾತ್ರ ದಾಖಲಾತಿ ಪೂರ್ಣಗೊಂಡಿದೆ ಎಂದು ಅಧಿಕಾರಿಗಳು ತಿಳಿಸಿದ್ದಾರೆ. ಅನುದಾನಿತ ಹಾಗೂ ಅನುದಾನ ರಹಿತ ಶಾಲೆಗಳಲ್ಲಿಯೂ ದಾಖಲಾತಿ ಕುಸಿದಿದೆ. ಮಕ್ಕಳ ಭವಿಷ್ಯದ ದೃಷ್ಟಿಯಿಂದ ಪೋಷಕರು ಕೂಡಲೇ ದಾಖಲಾತಿ ಮಾಡಿಸಬೇಕು ಎಂದು ಶಿಕ್ಷಣ ಇಲಾಖೆ ಮನವಿ ಮಾಡಿದೆ. ವಿದ್ಯಾಗಮ ಯೋಜನೆಯಡಿ ಶಿಕ್ಷಕರು ಮಕ್ಕಳ ಮನೆ ಬಾಗಿಲಿಗೆ ತೆರಳಿ ಪಾಠ ಮಾಡುತ್ತಿದ್ದಾರೆ.: [32, 118, 284, 207]
- quote-mark-icon: ❝: [32, 458, 42, 477]
- lokesh-headline-1: ಕನ್ನಡ ಪುಸ್ತಕ ಆಯ್ಕೆ ಸಮಿತಿ ಸದಸ್ಯರೂ ಆದ ಸಂವಹನ: [401, 567, 721, 589]
- registration-dot-icon: [52, 1407, 60, 1415]
- china-story: [838, 566, 920, 890]
- main-side-divider: [600, 196, 601, 562]
- felicitation-photo-image: [292, 618, 670, 824]
- kiadb-right-divider: [812, 1116, 813, 1388]
- cm-headline: ಡ್ರಗ್ಸ್ ದಂಧೆಯಲ್ಲಿ ತೊಡಗಿದ ಯಾರನ್ನೂ ರಕ್ಷಿಸುವ ಪ್ರಶ್ನೆ ಇಲ್ಲ: ಸಿಎಂ ಯಡಿಯೂರಪ್ಪ: [604, 897, 896, 910]
- assembly-hall-image: [408, 232, 596, 370]
- kiadb-c1: ರಿಂದ ಹೊಸ ಕೈಗಾರಿಕಾ ವಸಾಹತು ಸ್ಥಾಪನೆಯಾಗಿಲ್ಲ. ಕೋವಿಡ್ ಹಿನ್ನೆಲೆಯಲ್ಲಿ ಕೈಗಾರಿಕೋದ್ಯಮಗಳು ಸಂಕಷ್ಟದಲ್ಲಿವೆ. ಸರ್ಕಾರ ಉದ್ಯಮಿಗಳ ನೆರವಿಗೆ ನಿಂತಿದೆ. ನೂತನ ಕೈಗಾರಿಕಾ ನೀತಿ 2020-25 ಜಾರಿಗೆ ತರಲಾಗಿದ್ದು, ಹೂಡಿಕೆದಾರರಿಗೆ ಹಲವು ರಿಯಾಯಿತಿ ನೀಡಲಾಗಿದೆ. 2005ರ ನಂತರ ಜಿಲ್ಲೆಯಲ್ಲಿ ಹೊಸ ವಸಾಹತು ನಿರ್ಮಾಣವಾಗಿಲ್ಲ.: [292, 1270, 542, 1309]
- registration-dot-icon: [64, 1407, 72, 1415]
